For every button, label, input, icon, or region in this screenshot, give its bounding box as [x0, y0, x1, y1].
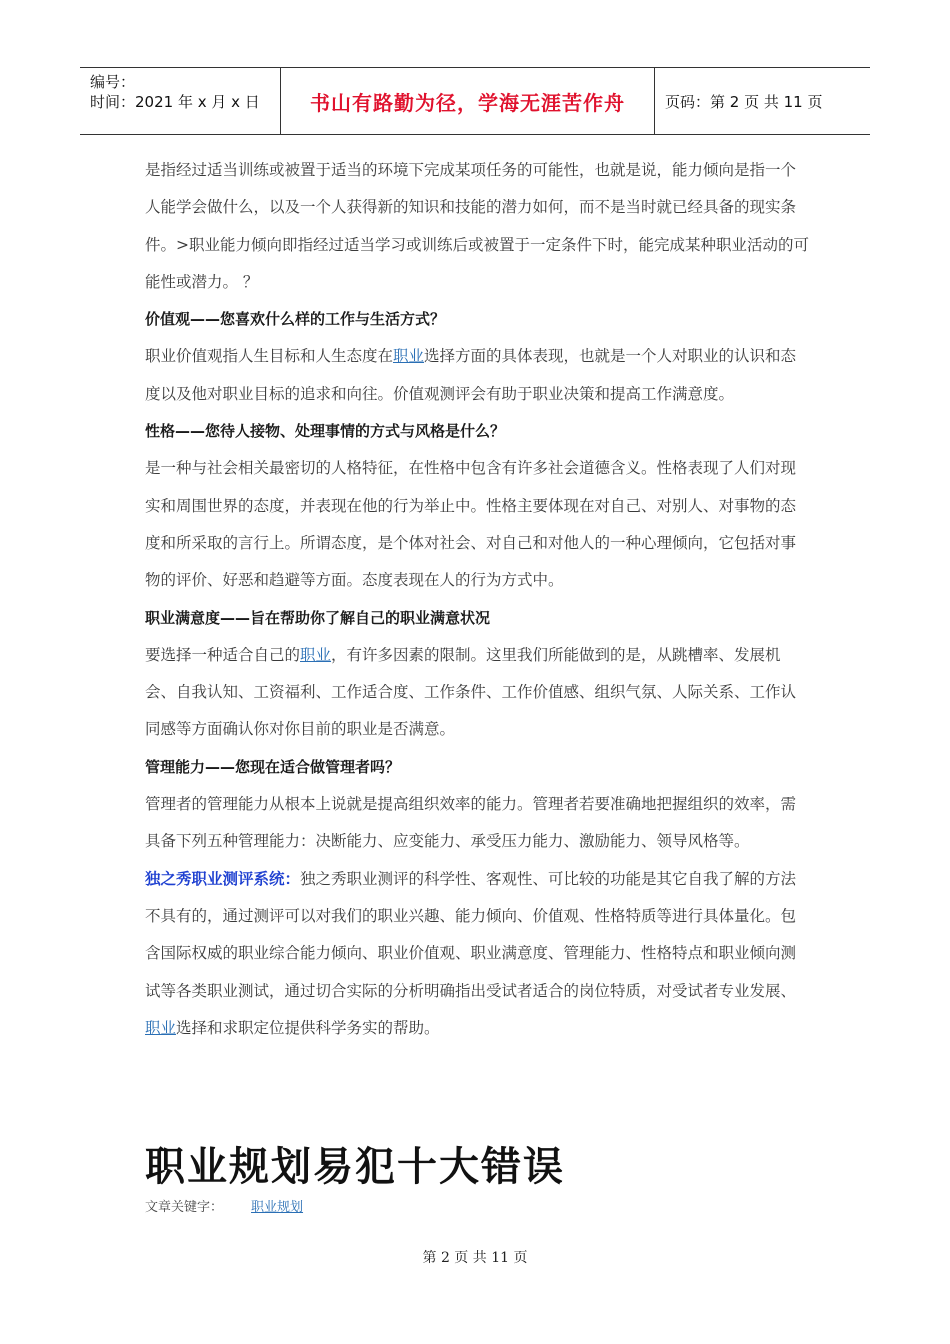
article-keywords: [145, 1196, 303, 1215]
page-footer: 第 2 页 共 11 页: [422, 1250, 528, 1266]
personality-heading: 性格——您待人接物、处理事情的方式与风格是什么？: [145, 422, 506, 441]
document-body: [145, 152, 810, 1047]
keyword-link-career-planning[interactable]: 职业规划: [251, 1200, 304, 1215]
aptitude-paragraph: 是指经过适当训练或被置于适当的环境下完成某项任务的可能性，也就是说，能力倾向是指一个人能学会做什么，以及一个人获得新的知识和技能的潜力如何，而不是当时就已经具备的现实条件。>职业能力倾向即指经过适当学习或训练后或被置于一定条件下时，能完成某种职业活动的可能性或潜力。 ？: [145, 161, 809, 291]
motto-text: 书山有路勤为径，学海无涯苦作舟: [310, 90, 625, 115]
page-info-text: 页码：第 2 页 共 11 页: [665, 92, 823, 111]
management-heading: 管理能力——您现在适合做管理者吗？: [145, 757, 401, 776]
career-link-1[interactable]: 职业: [393, 347, 425, 366]
system-paragraph: 独之秀职业测评系统：独之秀职业测评的科学性、客观性、可比较的功能是其它自我了解的方法不具有的，通过测评可以对我们的职业兴趣、能力倾向、价值观、性格特质等进行具体量化。包含国际权威的职业综合能力倾向、职业价值观、职业满意度、管理能力、性格特点和职业倾向测试等各类职业测试，通过切合实际的分析明确指出受试者适合的岗位特质，对受试者专业发展、职业选择和求职定位提供科学务实的帮助。: [145, 869, 797, 1037]
values-heading: 价值观——您喜欢什么样的工作与生活方式？: [145, 310, 446, 329]
values-paragraph: 职业价值观指人生目标和人生态度在职业选择方面的具体表现，也就是一个人对职业的认识和态度以及他对职业目标的追求和向往。价值观测评会有助于职业决策和提高工作满意度。: [145, 347, 797, 403]
personality-paragraph: 是一种与社会相关最密切的人格特征，在性格中包含有许多社会道德含义。性格表现了人们对现实和周围世界的态度，并表现在他的行为举止中。性格主要体现在对自己、对别人、对事物的态度和所采取的言行上。所谓态度，是个体对社会、对自己和对他人的一种心理倾向，它包括对事物的评价、好恶和趋避等方面。态度表现在人的行为方式中。: [145, 459, 797, 590]
header-page-info: [655, 68, 870, 134]
career-link-3[interactable]: 职业: [145, 1018, 177, 1037]
satisfaction-heading: 职业满意度——旨在帮助你了解自己的职业满意状况: [145, 608, 491, 627]
brand-label: 独之秀职业测评系统：: [145, 869, 301, 888]
management-paragraph: 管理者的管理能力从根本上说就是提高组织效率的能力。管理者若要准确地把握组织的效率，需具备下列五种管理能力：决断能力、应变能力、承受压力能力、激励能力、领导风格等。: [145, 795, 797, 851]
header-motto: [281, 68, 655, 134]
satisfaction-paragraph: 要选择一种适合自己的职业，有许多因素的限制。这里我们所能做到的是，从跳槽率、发展机会、自我认知、工资福利、工作适合度、工作条件、工作价值感、组织气氛、人际关系、工作认同感等方面确认你对你目前的职业是否满意。: [145, 645, 797, 739]
header-table: [80, 67, 870, 135]
document-number: 编号：: [90, 73, 136, 91]
header-meta: [80, 68, 281, 134]
career-link-2[interactable]: 职业: [300, 645, 332, 664]
document-date: 时间：2021 年 x 月 x 日: [90, 93, 260, 111]
section-title: 职业规划易犯十大错误: [145, 1144, 565, 1190]
keywords-label: 文章关键字：: [145, 1200, 224, 1215]
